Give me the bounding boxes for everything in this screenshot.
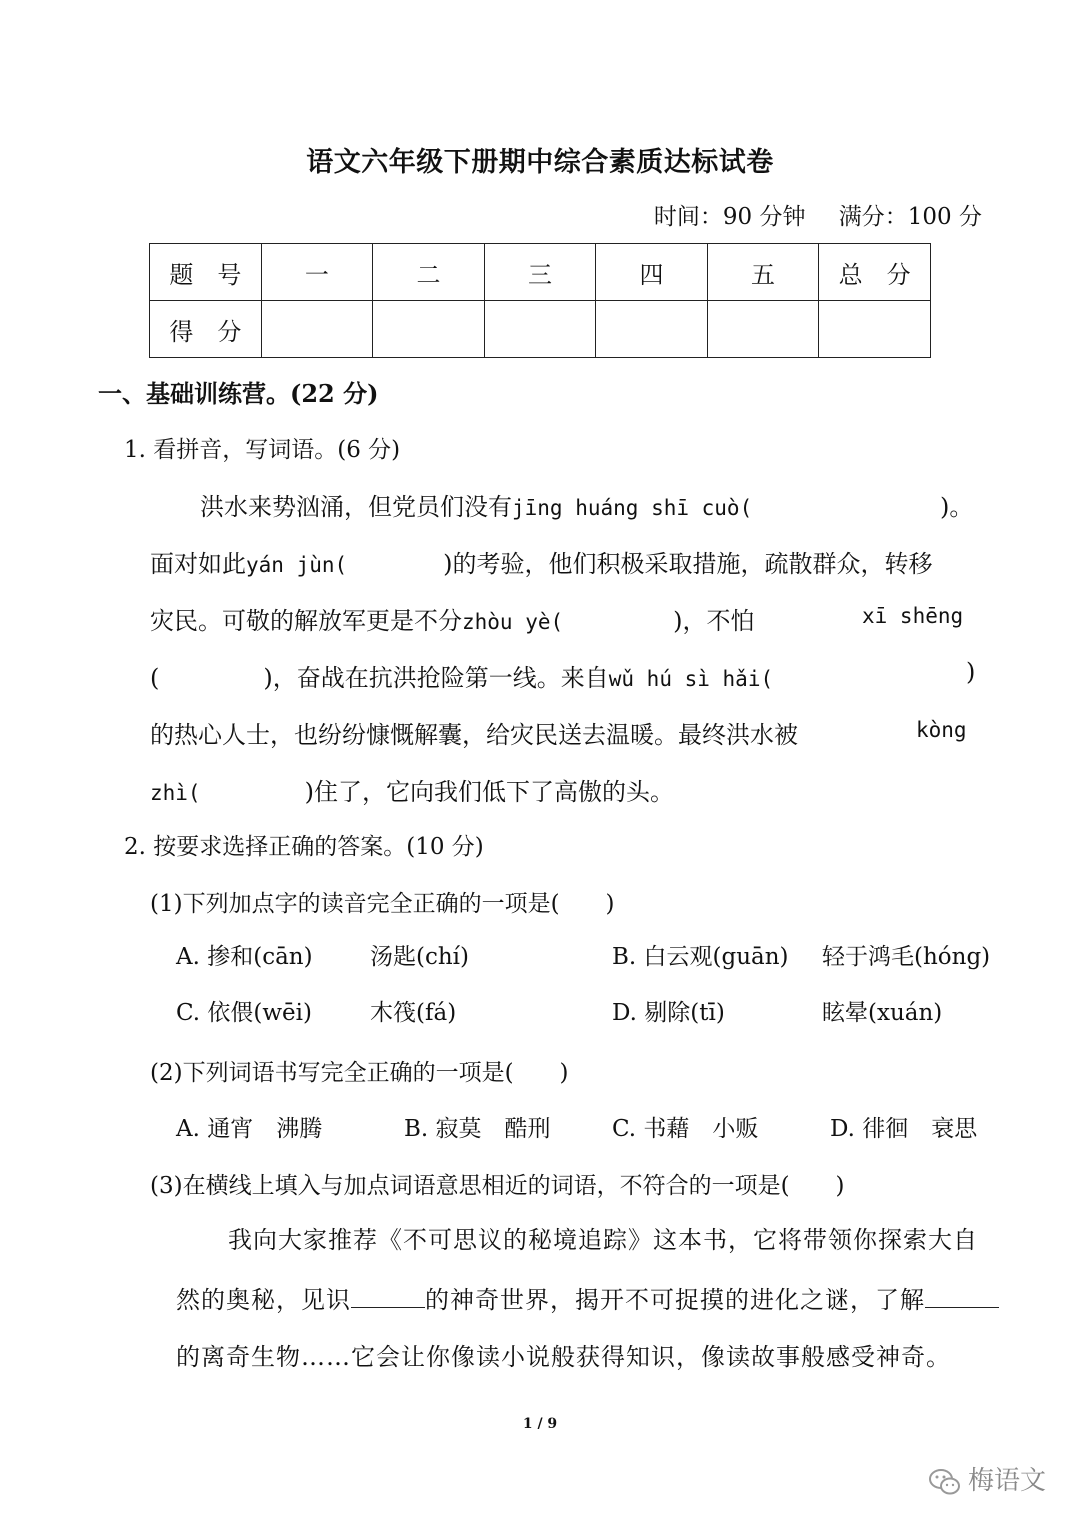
- reading-passage-line-1: 我向大家推荐《不可思议的秘境追踪》这本书，它将带领你探索大自: [228, 1226, 978, 1254]
- score-cell[interactable]: [596, 301, 708, 358]
- answer-paren-close: ): [966, 658, 976, 686]
- time-limit: 时间：90 分钟: [653, 204, 806, 230]
- passage-text: )，奋战在抗洪抢险第一线。来自: [263, 664, 609, 692]
- score-cell[interactable]: [707, 301, 819, 358]
- option-b[interactable]: B. 白云观(guān): [612, 944, 789, 970]
- option-c[interactable]: C. 书藉 小贩: [612, 1116, 759, 1142]
- option-d-word2: 眩晕(xuán): [822, 1000, 943, 1026]
- passage-text: 灾民。可敬的解放军更是不分: [150, 607, 462, 635]
- passage-text: 的神奇世界，揭开不可捉摸的进化之谜，了解: [425, 1286, 925, 1314]
- passage-line-4: [150, 658, 773, 693]
- fill-blank[interactable]: [925, 1285, 999, 1308]
- subquestion-3-stem: (3)在横线上填入与加点词语意思相近的词语，不符合的一项是( ): [150, 1173, 845, 1199]
- passage-line-3: [150, 601, 755, 636]
- exam-meta: [654, 198, 982, 231]
- score-header-cell: 四: [596, 244, 708, 301]
- passage-text: (: [150, 664, 160, 692]
- score-cell[interactable]: [484, 301, 596, 358]
- watermark-text: 梅语文: [967, 1466, 1046, 1496]
- option-b[interactable]: B. 寂莫 酷刑: [404, 1116, 551, 1142]
- option-b-word2: 轻于鸿毛(hóng): [822, 944, 991, 970]
- pinyin: zhì(: [150, 781, 201, 805]
- score-table-score-row: [150, 301, 931, 358]
- passage-line-5: [150, 715, 798, 750]
- section-heading: 一、基础训练营。(22 分): [98, 379, 379, 408]
- page-title: 语文六年级下册期中综合素质达标试卷: [306, 147, 774, 178]
- passage-text: )的考验，他们积极采取措施，疏散群众，转移: [443, 550, 933, 578]
- watermark: [928, 1460, 1046, 1497]
- option-c[interactable]: C. 依偎(wēi): [176, 1000, 313, 1026]
- passage-text: 洪水来势汹涌，但党员们没有: [200, 493, 512, 521]
- option-a[interactable]: A. 掺和(cān): [176, 944, 313, 970]
- option-c-word2: 木筏(fá): [370, 1000, 457, 1026]
- pinyin: zhòu yè(: [462, 610, 564, 634]
- option-a-word2: 汤匙(chí): [370, 944, 469, 970]
- score-table-header-row: [150, 244, 931, 301]
- score-cell[interactable]: [373, 301, 485, 358]
- reading-passage-line-2: [176, 1280, 999, 1315]
- answer-paren-close: )。: [940, 493, 974, 521]
- passage-line-6: [150, 772, 674, 807]
- passage-text: 然的奥秘，见识: [176, 1286, 351, 1314]
- pinyin: wǔ hú sì hǎi(: [608, 667, 774, 691]
- score-header-cell: 五: [707, 244, 819, 301]
- score-header-cell: 题 号: [150, 244, 262, 301]
- passage-text: 面对如此: [150, 550, 246, 578]
- subquestion-2-stem: (2)下列词语书写完全正确的一项是( ): [150, 1060, 569, 1086]
- passage-text: 的热心人士，也纷纷慷慨解囊，给灾民送去温暖。最终洪水被: [150, 721, 798, 749]
- pinyin: kòng: [916, 718, 967, 742]
- subquestion-1-stem: (1)下列加点字的读音完全正确的一项是( ): [150, 891, 615, 917]
- pinyin: jīng huáng shī cuò(: [512, 496, 753, 520]
- question-2-title: 2. 按要求选择正确的答案。(10 分): [124, 834, 484, 860]
- score-header-cell: 三: [484, 244, 596, 301]
- score-header-cell: 二: [373, 244, 485, 301]
- score-header-cell: 一: [261, 244, 373, 301]
- score-cell[interactable]: [261, 301, 373, 358]
- option-d[interactable]: D. 徘徊 衰思: [830, 1116, 978, 1142]
- pinyin: xī shēng: [862, 604, 964, 628]
- fill-blank[interactable]: [351, 1285, 425, 1308]
- score-cell[interactable]: [819, 301, 931, 358]
- score-row-label: 得 分: [150, 301, 262, 358]
- passage-text: )住了，它向我们低下了高傲的头。: [304, 778, 674, 806]
- page-number: 1 / 9: [522, 1416, 558, 1432]
- reading-passage-line-3: 的离奇生物……它会让你像读小说般获得知识，像读故事般感受神奇。: [176, 1343, 951, 1371]
- full-score: 满分：100 分: [838, 204, 982, 230]
- wechat-icon: [928, 1467, 962, 1497]
- option-a[interactable]: A. 通宵 沸腾: [176, 1116, 323, 1142]
- score-table: [149, 243, 931, 358]
- passage-text: )，不怕: [673, 607, 755, 635]
- passage-line-2: [150, 544, 933, 579]
- option-d[interactable]: D. 剔除(tī): [612, 1000, 725, 1026]
- question-1-title: 1. 看拼音，写词语。(6 分): [124, 437, 401, 463]
- pinyin: yán jùn(: [246, 553, 348, 577]
- score-header-cell: 总 分: [819, 244, 931, 301]
- passage-line-1: [200, 487, 752, 522]
